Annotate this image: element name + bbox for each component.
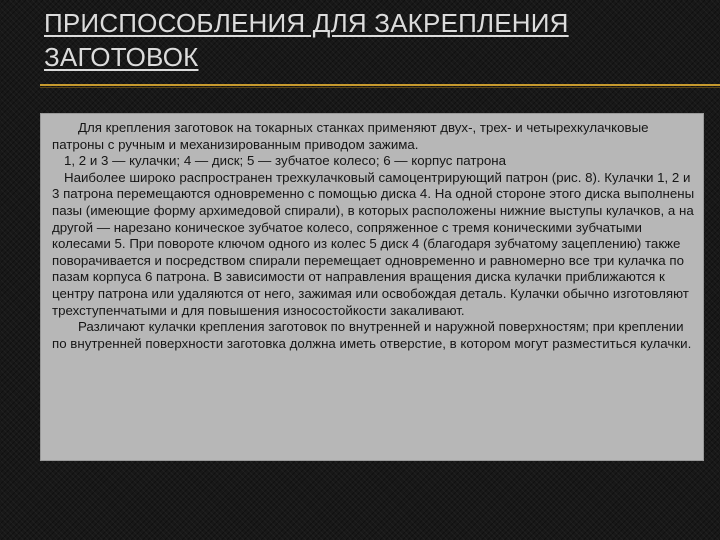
paragraph-description: Наиболее широко распространен трехкулачковый самоцентрирующий патрон (рис. 8). Кулачки 1, 2 и 3 патрона перемещаются одновременно с помощью диска 4. На одной стороне этого диска выполнены пазы (имеющие форму архимедовой спирали), в которых расположены нижние выступы кулачков, а на другой — нарезано коническое зубчатое колесо, сопряженное с тремя коническими зубчатыми колесами 5. При повороте ключом одного из колес 5 диск 4 (благодаря зубчатому зацеплению) также поворачивается и посредством спирали перемещает одновременно и равномерно все три кулачка по пазам корпуса 6 патрона. В зависимости от направления вращения диска кулачки приближаются к центру патрона или удаляются от него, зажимая или освобождая деталь. Кулачки обычно изготовляют трехступенчатыми и для повышения износостойкости закаливают. — [52, 169, 695, 318]
slide-title-line1: ПРИСПОСОБЛЕНИЯ ДЛЯ ЗАКРЕПЛЕНИЯ — [44, 8, 569, 38]
slide-title-line2: ЗАГОТОВОК — [44, 42, 199, 72]
paragraph-legend: 1, 2 и 3 — кулачки; 4 — диск; 5 — зубчатое колесо; 6 — корпус патрона — [64, 153, 507, 169]
paragraph-jaw-types: Различают кулачки крепления заготовок по внутренней и наружной поверхностям; при креплении по внутренней поверхности заготовка должна иметь отверстие, в котором могут разместиться кулачки. — [52, 319, 692, 351]
title-accent-shadow — [40, 87, 720, 88]
paragraph-intro: Для крепления заготовок на токарных станках применяют двух-, трех- и четырехкулачковые патроны с ручным и механизированным приводом зажима. — [52, 120, 649, 152]
slide-title — [44, 6, 684, 74]
title-accent-line — [40, 84, 720, 86]
slide-body — [52, 120, 697, 352]
